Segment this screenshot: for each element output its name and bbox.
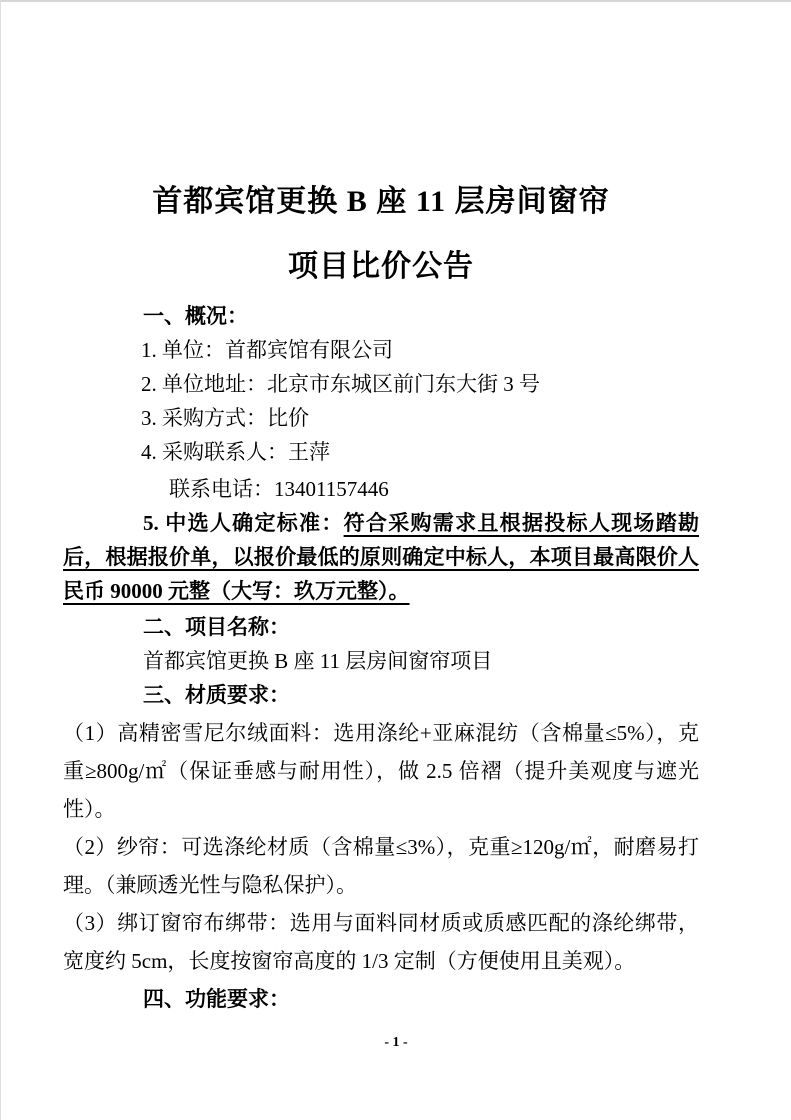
material-paragraph-tieback: （3）绑订窗帘布绑带：选用与面料同材质或质感匹配的涤纶绑带，宽度约 5cm，长度按窗帘高度的 1/3 定制（方便使用且美观）。	[63, 911, 699, 973]
document-content	[63, 2, 699, 1016]
section-function-heading: 四、功能要求：	[143, 987, 290, 1011]
document-title-line-1: 首都宾馆更换 B 座 11 层房间窗帘	[152, 185, 610, 218]
material-paragraph-sheer: （2）纱帘：可选涤纶材质（含棉量≤3%），克重≥120g/㎡，耐磨易打理。（兼顾透光性与隐私保护）。	[63, 835, 699, 897]
winner-criteria-paragraph	[63, 506, 699, 608]
overview-item-method: 3. 采购方式：比价	[141, 406, 309, 430]
section-overview-heading: 一、概况：	[143, 304, 248, 328]
section-material-heading: 三、材质要求：	[143, 683, 290, 707]
project-name-text: 首都宾馆更换 B 座 11 层房间窗帘项目	[143, 649, 493, 673]
document-title-line-2: 项目比价公告	[288, 250, 474, 283]
overview-item-contact: 4. 采购联系人：王萍	[141, 440, 330, 464]
winner-criteria-emphasis: 符合采购需求且根据投标人现场踏勘后，根据报价单，以报价最低的原则确定中标人，本项目最高限价人民币 90000 元整（大写：玖万元整）。	[63, 511, 699, 603]
contact-phone-line: 联系电话：13401157446	[169, 477, 389, 501]
section-project-name-heading: 二、项目名称：	[143, 615, 290, 639]
winner-criteria-label: 5. 中选人确定标准：	[143, 511, 344, 535]
overview-item-address: 2. 单位地址：北京市东城区前门东大街 3 号	[141, 372, 540, 396]
material-paragraph-fabric: （1）高精密雪尼尔绒面料：选用涤纶+亚麻混纺（含棉量≤5%），克重≥800g/㎡（保证垂感与耐用性），做 2.5 倍褶（提升美观度与遮光性）。	[63, 721, 699, 821]
overview-item-unit: 1. 单位：首都宾馆有限公司	[141, 338, 393, 362]
page-number: - 1 -	[384, 1035, 408, 1050]
